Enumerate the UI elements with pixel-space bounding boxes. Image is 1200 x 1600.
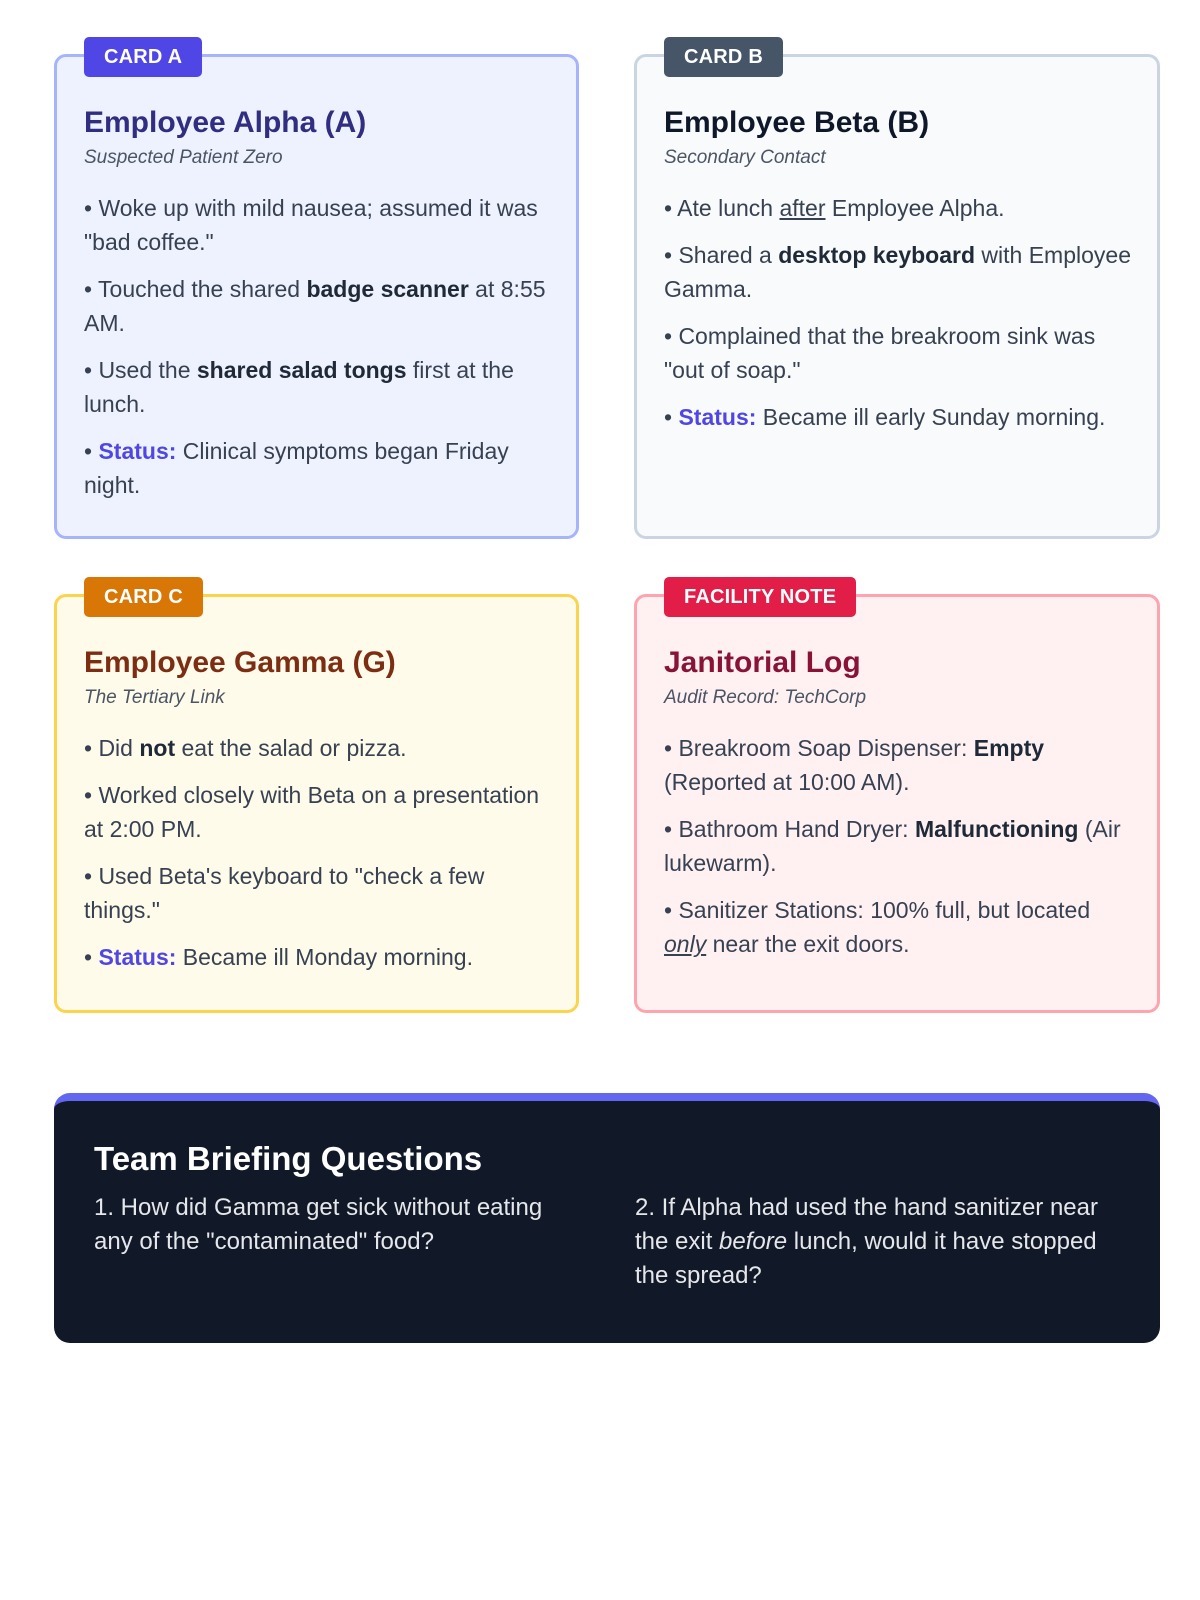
card-subtitle: Audit Record: TechCorp xyxy=(664,687,867,708)
fact-item: • Ate lunch after Employee Alpha. xyxy=(664,195,1005,221)
card-title: Janitorial Log xyxy=(664,646,861,679)
fact-list xyxy=(84,191,550,502)
card-subtitle: The Tertiary Link xyxy=(84,687,225,708)
fact-list xyxy=(664,731,1131,961)
card-employee-beta xyxy=(634,46,1160,539)
card-facility-note xyxy=(634,586,1160,1013)
status-label: Status: xyxy=(678,404,757,430)
card-employee-alpha xyxy=(54,46,579,539)
card-title: Employee Gamma (G) xyxy=(84,646,396,679)
status-label: Status: xyxy=(98,944,177,970)
card-title: Employee Alpha (A) xyxy=(84,106,367,139)
fact-item: • Breakroom Soap Dispenser: Empty (Reported at 10:00 AM). xyxy=(664,735,1045,795)
card-tag: FACILITY NOTE xyxy=(664,577,856,617)
fact-item: • Woke up with mild nausea; assumed it was "bad coffee." xyxy=(84,195,538,255)
card-subtitle: Secondary Contact xyxy=(664,147,826,168)
fact-item: • Worked closely with Beta on a presentation at 2:00 PM. xyxy=(84,782,540,842)
status-item: • Status: Became ill Monday morning. xyxy=(84,944,473,970)
fact-item: • Complained that the breakroom sink was "out of soap." xyxy=(664,323,1096,383)
card-subtitle: Suspected Patient Zero xyxy=(84,147,283,168)
question-2: 2. If Alpha had used the hand sanitizer near the exit before lunch, would it have stopped the spread? xyxy=(635,1194,1098,1289)
fact-item: • Used Beta's keyboard to "check a few things." xyxy=(84,863,485,923)
card-tag: CARD C xyxy=(84,577,203,617)
fact-item: • Used the shared salad tongs first at the lunch. xyxy=(84,357,514,417)
fact-item: • Did not eat the salad or pizza. xyxy=(84,735,407,761)
briefing-questions xyxy=(94,1191,1120,1293)
fact-item: • Touched the shared badge scanner at 8:55 AM. xyxy=(84,276,546,336)
status-item: • Status: Became ill early Sunday morning. xyxy=(664,404,1106,430)
team-briefing-panel xyxy=(54,1093,1160,1343)
fact-list xyxy=(664,191,1131,434)
card-employee-gamma xyxy=(54,586,579,1013)
fact-item: • Shared a desktop keyboard with Employee Gamma. xyxy=(664,242,1131,302)
fact-item: • Bathroom Hand Dryer: Malfunctioning (Air lukewarm). xyxy=(664,816,1121,876)
question-1: 1. How did Gamma get sick without eating any of the "contaminated" food? xyxy=(94,1194,543,1255)
card-tag: CARD B xyxy=(664,37,783,77)
card-title: Employee Beta (B) xyxy=(664,106,930,139)
status-item: • Status: Clinical symptoms began Friday night. xyxy=(84,438,509,498)
briefing-title: Team Briefing Questions xyxy=(94,1140,483,1177)
fact-item: • Sanitizer Stations: 100% full, but located only near the exit doors. xyxy=(664,897,1091,957)
card-tag: CARD A xyxy=(84,37,202,77)
fact-list xyxy=(84,731,550,974)
status-label: Status: xyxy=(98,438,177,464)
